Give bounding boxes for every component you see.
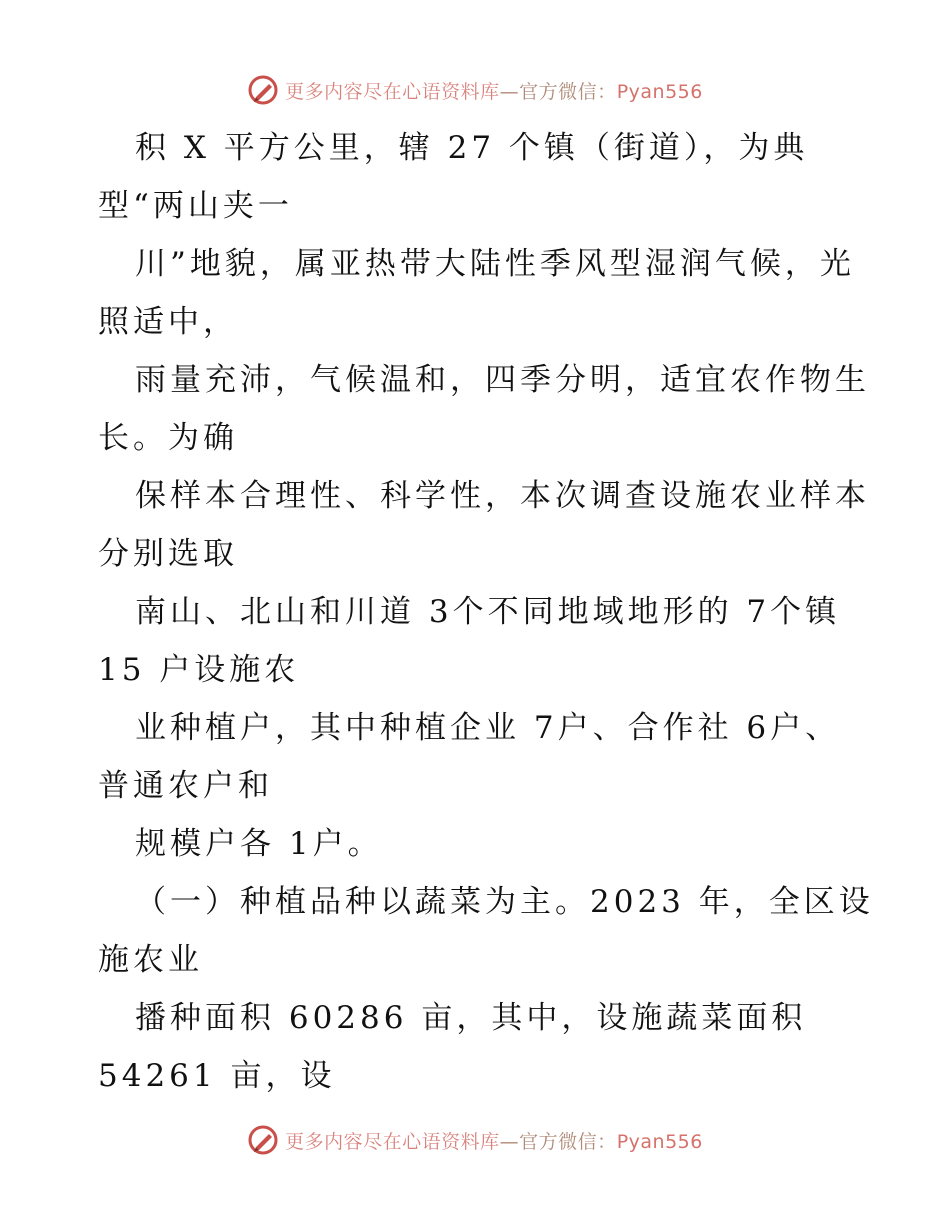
body-line: 15 户设施农 (98, 652, 300, 688)
watermark-text: 更多内容尽在心语资料库—官方微信：Pyan556 (285, 1130, 703, 1153)
body-line: （一）种植品种以蔬菜为主。2023 年，全区设 (135, 884, 874, 920)
body-line: 保样本合理性、科学性，本次调查设施农业样本 (135, 478, 870, 514)
body-line: 分别选取 (98, 536, 238, 572)
body-line: 播种面积 60286 亩，其中，设施蔬菜面积 (135, 1000, 807, 1036)
body-line: 雨量充沛，气候温和，四季分明，适宜农作物生 (135, 362, 870, 398)
body-line: 业种植户，其中种植企业 7户、合作社 6户、 (135, 710, 841, 746)
body-line: 照适中， (98, 304, 238, 340)
pen-logo-icon (247, 74, 279, 106)
footer-watermark (0, 1120, 950, 1160)
body-line: 规模户各 1户。 (135, 826, 383, 862)
body-line: 长。为确 (98, 420, 238, 456)
body-line: 54261 亩，设 (98, 1058, 336, 1094)
watermark-text: 更多内容尽在心语资料库—官方微信：Pyan556 (285, 80, 703, 103)
body-line: 川”地貌，属亚热带大陆性季风型湿润气候，光 (135, 246, 855, 282)
body-line: 积 X 平方公里，辖 27 个镇（街道），为典 (135, 130, 809, 166)
body-line: 施农业 (98, 942, 203, 978)
body-line: 南山、北山和川道 3个不同地域地形的 7个镇 (135, 594, 841, 630)
header-watermark (0, 70, 950, 110)
body-line: 型“两山夹一 (98, 188, 293, 224)
body-line: 普通农户和 (98, 768, 273, 804)
pen-logo-icon (247, 1124, 279, 1156)
